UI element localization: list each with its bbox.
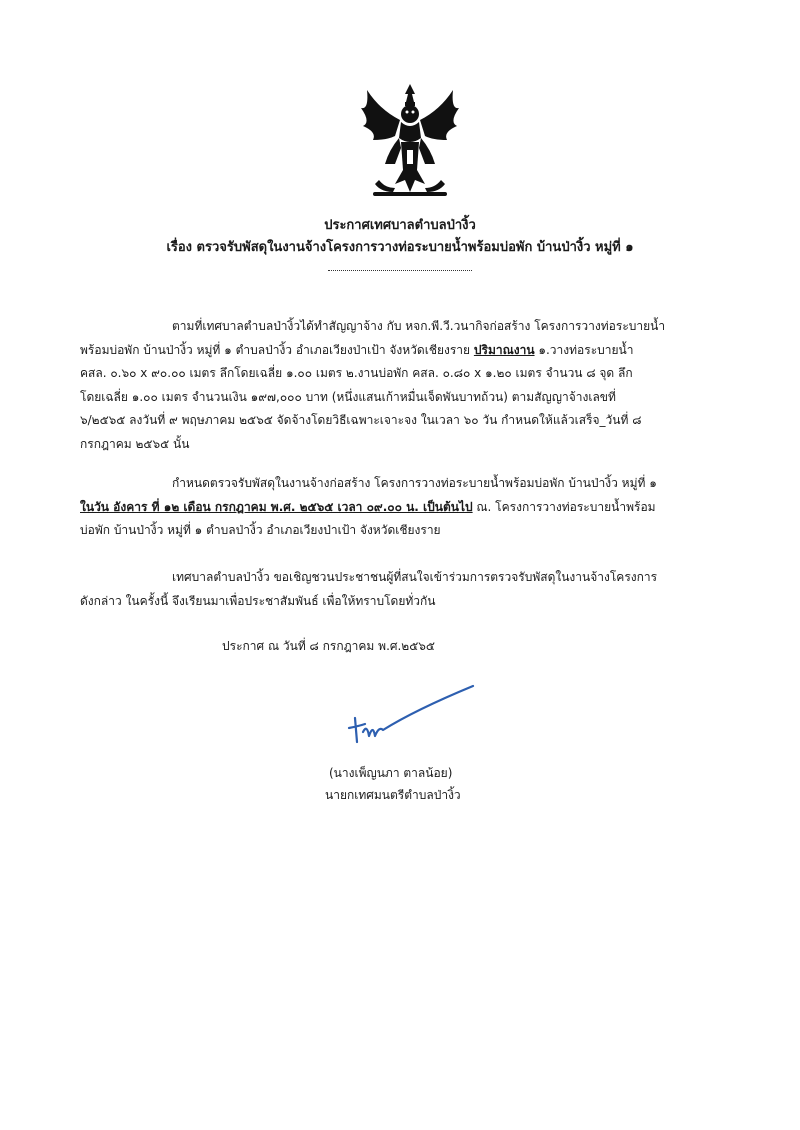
- para3-line1: เทศบาลตำบลป่างิ้ว ขอเชิญชวนประชาชนผู้ที่สนใจเข้าร่วมการตรวจรับพัสดุในงานจ้างโครงการ: [172, 570, 658, 584]
- paragraph-invitation: [80, 566, 720, 613]
- garuda-emblem-icon: [355, 80, 465, 198]
- para2-line1: กำหนดตรวจรับพัสดุในงานจ้างก่อสร้าง โครงการวางท่อระบายน้ำพร้อมบ่อพัก บ้านป่างิ้ว หมู่ที่ ๑: [172, 476, 657, 490]
- para1-line6: กรกฎาคม ๒๕๖๕ นั้น: [80, 436, 190, 451]
- paragraph-inspection: [80, 472, 720, 543]
- paragraph-contract: [80, 315, 720, 456]
- proclamation-date: ประกาศ ณ วันที่ ๘ กรกฎาคม พ.ศ.๒๕๖๕: [222, 639, 435, 653]
- announcement-subject: เรื่อง ตรวจรับพัสดุในงานจ้างโครงการวางท่อระบายน้ำพร้อมบ่อพัก บ้านป่างิ้ว หมู่ที่ ๑: [166, 240, 634, 255]
- signature-image: [345, 680, 480, 755]
- work-volume-label: ปริมาณงาน: [473, 342, 535, 357]
- header-divider: [328, 270, 472, 271]
- announcement-title: ประกาศเทศบาลตำบลป่างิ้ว: [324, 218, 476, 233]
- signer-title: นายกเทศมนตรีตำบลป่างิ้ว: [325, 788, 461, 802]
- para1-line3: คสล. ๐.๖๐ x ๙๐.๐๐ เมตร ลึกโดยเฉลี่ย ๑.๐๐ เมตร ๒.งานบ่อพัก คสล. ๐.๘๐ x ๑.๒๐ เมตร จำนวน ๘ จุด ลึก: [80, 366, 633, 380]
- signer-name: (นางเพ็ญนภา ตาลน้อย): [329, 766, 453, 780]
- para2-line2: [80, 496, 720, 520]
- inspection-date: ในวัน อังคาร ที่ ๑๒ เดือน กรกฎาคม พ.ศ. ๒๕๖๕ เวลา ๐๙.๐๐ น. เป็นต้นไป: [80, 499, 473, 514]
- para1-line2-tail: ๑.วางท่อระบายน้ำ: [534, 342, 634, 357]
- para2-line2-tail: ณ. โครงการวางท่อระบายน้ำพร้อม: [472, 499, 656, 514]
- para1-line2: [80, 339, 720, 363]
- para2-line3: บ่อพัก บ้านป่างิ้ว หมู่ที่ ๑ ตำบลป่างิ้ว อำเภอเวียงป่าเป้า จังหวัดเชียงราย: [80, 523, 441, 537]
- para3-line2: ดังกล่าว ในครั้งนี้ จึงเรียนมาเพื่อประชาสัมพันธ์ เพื่อให้ทราบโดยทั่วกัน: [80, 593, 436, 608]
- para1-line1: ตามที่เทศบาลตำบลป่างิ้วได้ทำสัญญาจ้าง กับ หจก.พี.วี.วนากิจก่อสร้าง โครงการวางท่อระบายน้ำ: [172, 319, 666, 333]
- para1-line5: ๖/๒๕๖๕ ลงวันที่ ๙ พฤษภาคม ๒๕๖๕ จัดจ้างโดยวิธีเฉพาะเจาะจง ในเวลา ๖๐ วัน กำหนดให้แล้วเสร็จ_วันที่ ๘: [80, 413, 642, 427]
- announcement-header: [0, 215, 800, 259]
- para1-line2-text: พร้อมบ่อพัก บ้านป่างิ้ว หมู่ที่ ๑ ตำบลป่างิ้ว อำเภอเวียงป่าเป้า จังหวัดเชียงราย: [80, 342, 474, 357]
- para1-line4: โดยเฉลี่ย ๑.๐๐ เมตร จำนวนเงิน ๑๙๗,๐๐๐ บาท (หนึ่งแสนเก้าหมื่นเจ็ดพันบาทถ้วน) ตามสัญญาจ้างเลขที่: [80, 389, 616, 404]
